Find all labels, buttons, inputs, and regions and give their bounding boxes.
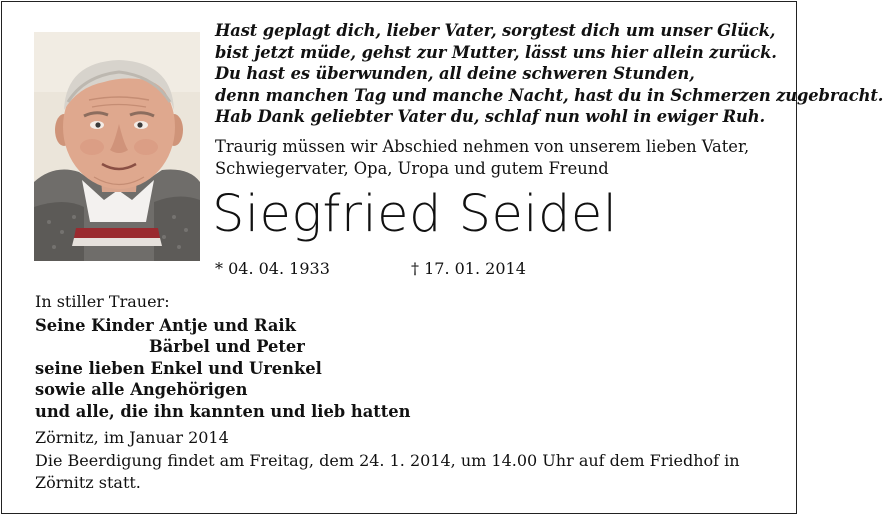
mourner-line: Seine Kinder Antje und Raik [35, 316, 296, 335]
memorial-poem [215, 20, 883, 128]
poem-line: denn manchen Tag und manche Nacht, hast du in Schmerzen zugebracht. [215, 85, 883, 105]
poem-line: Hab Dank geliebter Vater du, schlaf nun wohl in ewiger Ruh. [215, 107, 766, 126]
funeral-line: Die Beerdigung findet am Freitag, dem 24. 1. 2014, um 14.00 Uhr auf dem Friedhof in [35, 451, 740, 470]
mourners-list [35, 315, 411, 422]
intro-line: Schwiegervater, Opa, Uropa und gutem Freund [215, 158, 609, 178]
place-date: Zörnitz, im Januar 2014 [35, 428, 229, 447]
obituary-card [1, 1, 883, 514]
mourning-label: In stiller Trauer: [35, 292, 170, 311]
poem-line: bist jetzt müde, gehst zur Mutter, lässt uns hier allein zurück. [215, 42, 777, 62]
death-date: † 17. 01. 2014 [411, 259, 526, 278]
mourner-line: Bärbel und Peter [149, 337, 305, 357]
intro-line: Traurig müssen wir Abschied nehmen von unserem lieben Vater, [215, 137, 750, 156]
mourner-line: und alle, die ihn kannten und lieb hatten [35, 401, 411, 421]
poem-line: Du hast es überwunden, all deine schweren Stunden, [215, 64, 695, 83]
funeral-line: Zörnitz statt. [35, 472, 141, 492]
mourner-line: sowie alle Angehörigen [35, 380, 248, 400]
mourner-line: seine lieben Enkel und Urenkel [35, 358, 322, 378]
poem-line: Hast geplagt dich, lieber Vater, sorgtest dich um unser Glück, [215, 21, 776, 40]
farewell-intro [215, 136, 785, 179]
birth-date: * 04. 04. 1933 [215, 259, 330, 278]
portrait-photo [34, 32, 200, 261]
funeral-notice [35, 450, 775, 493]
deceased-name: Siegfried Seidel [212, 185, 618, 244]
portrait-image [34, 32, 200, 261]
